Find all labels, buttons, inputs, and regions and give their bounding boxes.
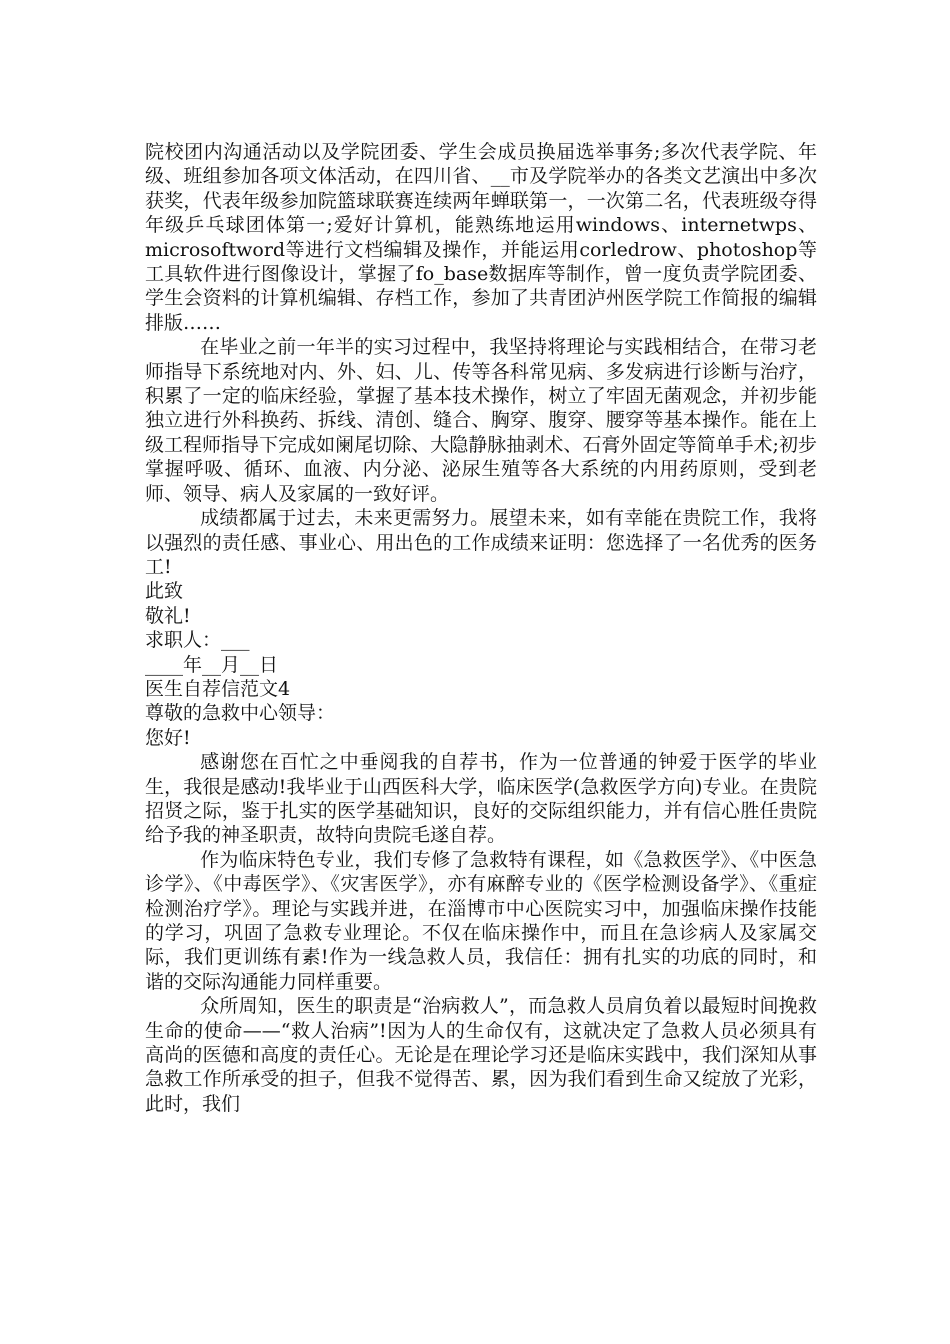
paragraph-skills: 院校团内沟通活动以及学院团委、学生会成员换届选举事务;多次代表学院、年级、班组参加各项文体活动，在四川省、__市及学院举办的各类文艺演出中多次获奖，代表年级参加院篮球联赛连续两年蝉联第一，一次第二名，代表班级夺得年级乒乓球团体第一;爱好计算机，能熟练地运用windows、internetwps、microsoftword等进行文档编辑及操作，并能运用corledrow、photoshop等工具软件进行图像设计，掌握了fo_base数据库等制作，曾一度负责学院团委、学生会资料的计算机编辑、存档工作，参加了共青团泸州医学院工作简报的编辑排版…… — [145, 141, 817, 334]
closing-regards: 敬礼! — [145, 604, 191, 627]
closing-salutation: 此致 — [145, 580, 184, 603]
paragraph-future: 成绩都属于过去，未来更需努力。展望未来，如有幸能在贵院工作，我将以强烈的责任感、事业心、用出色的工作成绩来证明：您选择了一名优秀的医务工! — [145, 507, 817, 578]
letter-greeting: 尊敬的急救中心领导： — [145, 702, 336, 725]
applicant-signature: 求职人：___ — [145, 629, 250, 652]
section-title: 医生自荐信范文4 — [145, 677, 291, 700]
paragraph-introduction: 感谢您在百忙之中垂阅我的自荐书，作为一位普通的钟爱于医学的毕业生，我很是感动!我毕业于山西医科大学，临床医学(急救医学方向)专业。在贵院招贤之际，鉴于扎实的医学基础知识，良好的交际组织能力，并有信心胜任贵院给予我的神圣职责，故特向贵院毛遂自荐。 — [145, 751, 817, 847]
letter-hello: 您好! — [145, 726, 191, 749]
paragraph-internship: 在毕业之前一年半的实习过程中，我坚持将理论与实践相结合，在带习老师指导下系统地对内、外、妇、儿、传等各科常见病、多发病进行诊断与治疗，积累了一定的临床经验，掌握了基本技术操作，树立了牢固无菌观念，并初步能独立进行外科换药、拆线、清创、缝合、胸穿、腹穿、腰穿等基本操作。能在上级工程师指导下完成如阑尾切除、大隐静脉抽剥术、石膏外固定等简单手术;初步掌握呼吸、循环、血液、内分泌、泌尿生殖等各大系统的内用药原则，受到老师、领导、病人及家属的一致好评。 — [145, 336, 817, 505]
document-body — [145, 140, 817, 1116]
paragraph-duty: 众所周知，医生的职责是“治病救人”，而急救人员肩负着以最短时间挽救生命的使命——“救人治病”!因为人的生命仅有，这就决定了急救人员必须具有高尚的医德和高度的责任心。无论是在理论学习还是临床实践中，我们深知从事急救工作所承受的担子，但我不觉得苦、累，因为我们看到生命又绽放了光彩，此时，我们 — [145, 995, 817, 1115]
paragraph-courses: 作为临床特色专业，我们专修了急救特有课程，如《急救医学》、《中医急诊学》、《中毒医学》、《灾害医学》，亦有麻醉专业的《医学检测设备学》、《重症检测治疗学》。理论与实践并进，在淄博市中心医院实习中，加强临床操作技能的学习，巩固了急救专业理论。不仅在临床操作中，而且在急诊病人及家属交际，我们更训练有素!作为一线急救人员，我信任：拥有扎实的功底的同时，和谐的交际沟通能力同样重要。 — [145, 848, 817, 993]
letter-date: ____年__月__日 — [145, 653, 279, 676]
